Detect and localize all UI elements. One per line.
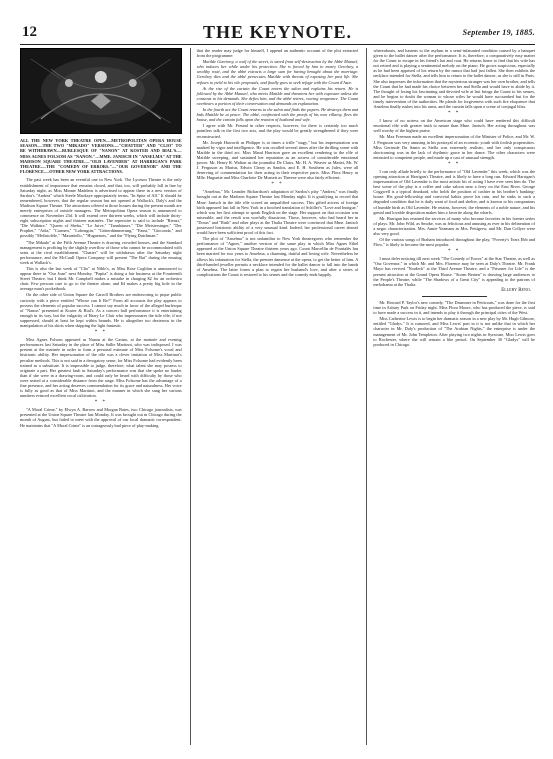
column-2 <box>190 48 359 745</box>
section-divider: * * <box>448 249 461 255</box>
paragraph: that the reader may judge for himself, I append an authentic account of the plot extracted from the programme: <box>196 48 359 59</box>
paragraph: Mr. Joseph Haworth as Philippe is at times a trifle "stagy," but his impersonation was marked by vigor and intelligence. He was recalled several times after the thrilling scene with Matilde in the third act. Miss Maud Harrison gave an excellent rendering to the rôle of Matilde sweeping, and sustained her reputation as an actress of considerable emotional power. Mr. Henry R. Walton as the journalist De Clairs, Mr. H. A. Weaver as Mattei, Mr. W. J. Ferguson as Marius, Edwin Cleary as Sandos, and E. H. Southern as Jules, were all deserving of commendation for their acting in their respective parts. Miss Flora Henry as Mlle. Huguette and Miss Charlotte De Mussett as Therese were also fairly efficient. <box>196 139 359 181</box>
paragraph: "A Moral Crime," by Elwyn A. Barrow and Morgan Bates, two Chicago journalists, was presented at the Union Square Theatre last Monday. It was brought out in Chicago during the month of August, but failed to meet with the approval of our local dramatic correspondent. He maintains that "A Moral Crime" is an outrageously bad piece of play-making. <box>20 407 182 428</box>
page-number: 12 <box>22 24 37 40</box>
section-divider: * * <box>94 400 107 406</box>
paragraph: The past week has been an eventful one in New York. The Lyceum Theatre is the only establishment of importance that remains closed, and that, too, will probably fall in line by Saturday night, as Miss Minnie Maddern is advertised to appear there in a new version of Sardou's "Andrea" which Steele Mackaye appropriately terms, "In Spite of All." It should be remembered, however, that the regular season has not opened at Wallack's, Daly's and the Madison Square Theatre. The attractions offered at those houses during the present month are merely enterprises of outside managers. The Metropolitan Opera season is announced to commence on November 23d. It will extend over thirteen weeks, which will include thirty-eight subscription nights and thirteen matinées. The repertoire is said to include "Rienzi," "Die Walküre," "Queen of Sheba," "Le Juive," "Tannhäuser," "Die Meistersinger," "Der Prophet," "Aïda," "Carmen," "Lohengrin," "Götterdämmerung," "Faust," "Gioconda," and possibly "Mefistofèle," "Masaniello," "Huguenots," and the "Flying Dutchman." <box>20 177 182 239</box>
masthead-title: THE KEYNOTE. <box>202 22 353 42</box>
plot-summary: At the rise of the curtain the Count enters the salon and explains his return. He is followed by the Abbé Manuel, who meets Matilde and threatens her with exposure unless she consents to his demands. She defies him, and the abbé retires, vowing vengeance. The Count overhears a portion of their conversation and demands an explanation. <box>196 85 359 106</box>
plot-summary: Matilde Guerinny, a waif of the street, is saved from self-destruction by the Abbé Manuel, who induces her while under his protection. She is forced by him to marry Gerolsey, a wealthy roué, and the abbé extracts a large sum for having brought about the marriage. Gerolsey dies and the abbé persecutes Matilde with threats of exposing her past life. She refuses to yield to his vile proposals, and finally goes to seek refuge with the Count d'Azur. <box>196 59 359 85</box>
paragraph: I must defer noticing till next week "The Comedy of Errors" at the Star Theatre, as well as "Our Governor," in which Mr. and Mrs. Florence may be seen at Daly's Theatre. Mr. Frank Mayo has revived "Nordeck" at the Third Avenue Theatre, and a "Prisoner for Life" is the present attraction at the Grand Opera House. "Storm Beaten" is drawing large audiences to the People's Theatre, while "The Shadows of a Great City" is appealing to the patrons of melodrama at the Thalia. <box>373 256 536 287</box>
paragraph: Of the various songs of Braham introduced throughout the play, "Poverty's Tears Ebb and Flow," is likely to become the most popular. <box>373 237 536 248</box>
paragraph: Miss Catherine Lewis is to begin her dramatic season in a new play by Mr. Hugh Gilmore, entitled "Gladys." It is rumored, and Miss Lewis' part in it is not unlike that in which her character in Mr. Daly's production of "The Arabian Nights," the enterprise is under the management of Mr. John Templeton. After playing two nights in Syracuse, Miss Lewis goes to Rochester, where she will remain a like period. On September 30 "Gladys" will be produced in Chicago. <box>373 316 536 347</box>
theatre-illustration-art <box>21 49 181 133</box>
plot-summary: In the fourth act the Count returns to the salon and finds the papers. He destroys them and bids Matilde be at peace. The abbé, confronted with the proofs of his own villainy, flees the house, and the curtain falls upon the reunion of husband and wife. <box>196 107 359 123</box>
section-divider: * * <box>271 182 284 188</box>
author-signature: Ellery Reno. <box>501 287 532 293</box>
section-divider: * * <box>94 330 107 336</box>
paragraph: Mr. Max Freeman made an excellent impersonation of the Minister of Police, and Mr. W. J. Ferguson was very amusing in his portrayal of an eccentric youth with foolish propensities. Miss Gertrude Du Sanin as Stella was extremely realistic, and her only conspicuous shortcoming was in the lack of rhythmic grace in her dance. The other characters were entrusted to competent people, and made up a cast of unusual strength. <box>373 134 536 160</box>
section-divider: * * <box>448 161 461 167</box>
section-divider: * * <box>448 111 461 117</box>
paragraph: I agree with Mr. Freund in other respects, however, for there is certainly too much pointless talk in the first two acts, and the play would be greatly strengthened if they were reconstructed. <box>196 123 359 139</box>
article-columns <box>20 48 535 745</box>
paragraph: The plot of "Anselma" is not unfamiliar to New York theatregoers who remember the performance of "Agnes," another version of the same play in which Miss Agnes Ethel appeared at the Union Square Theatre thirteen years ago. Count Marcellin de Pourtalès has been married for two years to Anselma, a charming, dutiful and loving wife. Nevertheless he allows his infatuation for Stella, the premier danseuse at the opera, to get the better of him. A third-handed jeweller permits a necklace intended for the ballet dancer to fall into the hands of Anselma. The latter forms a plan to regain her husband's love, and after a series of complications the Count is restored to his senses and the comedy ends happily. <box>196 236 359 277</box>
page-header <box>20 22 535 45</box>
paragraph: This is also the last week of "Clio" at Niblo's, as Miss Rose Coghlan is announced to appear there in "Our Joan" next Monday. "Papita" is doing a fair business at the Fourteenth Street Theatre, but I think Mr. Campbell makes a mistake in charging $2 for an orchestra chair. Few persons care to go to the theatre alone, and $4 makes a pretty big hole in the average man's pocketbook. <box>20 266 182 292</box>
section-rule <box>422 296 487 297</box>
paragraph: "Anselma," Mr. Leander Richardson's adaptation of Sardou's play "Andrea," was finally brought out at the Madison Square Theatre last Monday night. It is gratifying to record that Mme. Janisch in the title rôle scored an unqualified success. This gifted actress of foreign birth appeared last fall in New York in a botched translation of Schiller's "Love and Intrigue," which was her first attempt to speak English on the stage. Her support on that occasion was miserable, and the result was woefully disastrous. Those, however, who had heard her in "Doras" and "Ruth" and other plays at the Thalia Theatre were convinced that Mme. Janisch possessed histrionic ability of a very unusual kind. Indeed, her professional career abroad would have been sufficient proof of this fact. <box>196 189 359 236</box>
paragraph: I know of no actress on the American stage who could have rendered this difficult emotional rôle with greater truth to nature than Mme. Janisch. Her acting throughout was well worthy of the highest praise. <box>373 118 536 134</box>
paragraph: On the other side of Union Square the Carroll Brothers are endeavoring to pique public curiosity with a piece entitled "Whose can It Be?" From all accounts the play appears to possess the elements of popular success. I cannot say much in favor of the alleged burlesque of "Nanon" presented at Koster & Bial's. As a concert hall performance it is entertaining enough in its way, but the vulgarity of Harry Le Clair who impersonates the title rôle, if not suppressed, should at least be kept within bounds. He is altogether too dexterous in the manipulation of his skirts when skipping the light fantastic. <box>20 292 182 329</box>
paragraph: Mr. Harrigan has retained the services of many who became favorites in his former series of plays. Mr. John Wild, as Smoke, was as felicitous and amusing as ever in his delineation of a negro characterization. Mrs. Annie Yeamans as Mrs. Pettigrew, and Mr. Dan Collyer were also very good. <box>373 215 536 236</box>
section-caption: ALL THE NEW YORK THEATRE OPEN.—METROPOLITAN OPERA HOUSE SEASON.—THE TWO "MIKADO" VERSIONS.—"CHATTER" AND "CLIO" TO BE WITHDRAWN.—BURLESQUE OF "NANON" AT KOSTER AND BIAL'S.—MISS AGNES FOLSOM AS "NANON."—MME. JANISCH IN "ANSELMA" AT THE MADISON SQUARE THEATRE.—"OLD LAVENDER" AT HARRIGAN'S PARK THEATRE.—THE "COMEDY OF ERRORS."—"OUR GOVERNOR" AND THE FLORENCE.—OTHER NEW YORK ATTRACTIONS. <box>20 138 182 175</box>
theatre-illustration <box>20 48 182 134</box>
column-1 <box>20 48 182 745</box>
paragraph: whereabouts, and hastens to the asylum in a semi-infatuated condition caused by a banquet given to the ballet dancer after the performance. It is, therefore, a comparatively easy matter for the Count to escape in his friend's hat and coat. He returns home to find that his wife has not retired and is playing a sentimental melody on the piano. He grows suspicious, especially as he had been apprised of his return by the rumor that had just fallen. She then exhibits the necklace intended for Stella, and tells him to return to the ballet dancer, as she is still in Paris. She also impresses the information that the mysterious stranger was her own brother, and tells the Count that he had made his choice between her and Stella and would have to abide by it. The thought of losing his fascinating and devoted wife at last brings the Count to his senses, and he begins to doubt the woman to whose wiles he would have succumbed but for the timely intervention of the authorities. He pleads for forgiveness with such fire eloquence that Anselma finally rushes into his arms, and the curtain falls upon a scene of conjugal bliss. <box>373 48 536 110</box>
column-3 <box>366 48 535 745</box>
paragraph: Miss Agnes Folsom appeared as Nanon at the Casino, at the matinée and evening performances last Saturday in the place of Miss Sallie Martinot, who was indisposed. I was present at the matinée in order to form a personal estimate of Miss Folsome's vocal and histrionic ability. Her impersonation of the rôle was a clever imitation of Miss Martinot's peculiar methods. This is not said in a derogatory sense, for Miss Folsome had evidently been trained as a substitute. It is impossible to judge, therefore, what talent she may possess to originate a part. Her greatest fault in Saturday's performance was that she spoke no louder than if she were in a drawing-room, and could only be heard with difficulty by those who were seated at a considerable distance from the stage. Miss Folsome has the advantage of a fine presence, and her acting deserves commendation for its grace and naturalness. Her voice is fully as good as that of Miss Martinot, and the manner in which she sang her various numbers evinced excellent vocal cultivation. <box>20 337 182 399</box>
paragraph: Mr. Howard P. Taylor's new comedy, "The Drummer in Petticoats," was done for the first time in Asbury Park on Friday night. Miss Flora Moore, who has produced the piece, is said to have made a success in it, and intends to play it through the principal cities of the West. <box>373 299 536 316</box>
issue-date: September 19, 1885. <box>462 28 535 37</box>
paragraph: I can only allude briefly to the performance of "Old Lavender" this week, which was the opening attraction at Harrigan's Theatre, and is likely to have a long run. Edward Harrigan's impersonation of Old Lavender is the most artistic bit of acting I have ever seen him do. The best scene of the play is a coffee and cake saloon near a ferry on the East River. George Coggwell is a typical drunkard, who holds the position of cashier in his brother's banking-house. His good-fellowship and convivial habits prove his ruin, and he sinks to such a degraded condition that he is daily want of food and shelter, and is known to his companions of humble birth as Old Lavender. He retains, however, the elements of a noble nature, and his genial and lovable disposition makes him a favorite along the wharfs. <box>373 168 536 215</box>
paragraph: "The Mikado" at the Fifth Avenue Theatre is drawing crowded houses, and the Standard management is profiting by the slightly overflow of those who cannot be accommodated with seats at the rival establishment. "Chatter" will be withdrawn after the Saturday night performance, and the McCaull Opera Company will present "The Bat" during the ensuing week at Wallack's. <box>20 239 182 265</box>
